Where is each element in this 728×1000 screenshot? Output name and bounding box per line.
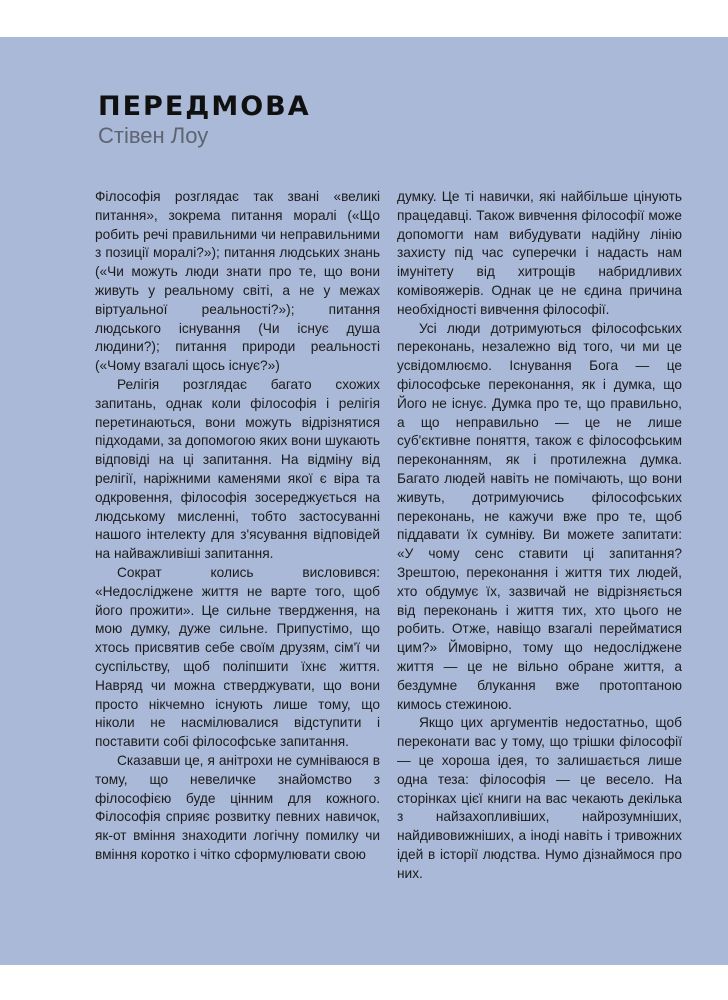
text-column-left: [95, 188, 380, 865]
paragraph: Сократ колись висловився: «Недосліджене життя не варте того, щоб його прожити». Це сильне твердження, на мою думку, дуже сильне. Припустімо, що хтось присвятив себе своїм друзям, сім'ї чи суспільству, щоб поліпшити їхнє життя. Навряд чи можна стверджувати, що вони просто нікчемно існують лише тому, що ніколи не насмілювалися відступити і поставити собі філософське запитання.: [95, 564, 380, 750]
paragraph: думку. Це ті навички, які найбільше цінують працедавці. Також вивчення філософії може допомогти нам вибудувати надійну лінію захисту під час суперечки і надасть нам імунітету від хитрощів набридливих комівояжерів. Однак це не єдина причина необхідності вивчення філософії.: [397, 189, 682, 317]
paragraph: Якщо цих аргументів недостатньо, щоб переконати вас у тому, що трішки філософії — це хороша ідея, то залишається лише одна теза: філософія — це весело. На сторінках цієї книги на вас чекають декілька з найзахопливіших, найрозумніших, найдивовижніших, а іноді навіть і тривожних ідей в історії людства. Нумо дізнаймося про них.: [397, 715, 682, 881]
paragraph: Сказавши це, я анітрохи не сумніваюся в тому, що невеличке знайомство з філософією буде цінним для кожного. Філософія сприяє розвитку певних навичок, як-от вміння знаходити логічну помилку чи вміння коротко і чітко сформулювати свою: [95, 752, 380, 862]
paragraph: Філософія розглядає так звані «великі питання», зокрема питання моралі («Що робить речі правильними чи неправильними з позиції моралі?»); питання людських знань («Чи можуть люди знати про те, що вони живуть у реальному світі, а не у межах віртуальної реальності?»); питання людського існування (Чи існує душа людини?); питання природи реальності («Чому взагалі щось існує?»): [95, 189, 380, 374]
paragraph: Релігія розглядає багато схожих запитань, однак коли філософія і релігія перетинаються, вони можуть відрізнятися підходами, за допомогою яких вони шукають відповіді на ці запитання. На відміну від релігії, наріжними каменями якої є віра та одкровення, філософія зосереджується на людському мисленні, тобто застосуванні нашого інтелекту для з'ясування відповідей на найважливіші запитання.: [95, 376, 380, 562]
page-title: ПЕРЕДМОВА: [98, 91, 311, 122]
text-column-right: [397, 188, 682, 883]
book-page: [0, 37, 728, 965]
paragraph: Усі люди дотримуються філософських переконань, незалежно від того, чи ми це усвідомлюємо. Існування Бога — це філософське переконання, як і думка, що Його не існує. Думка про те, що правильно, а що неправильно — це не лише суб'єктивне поняття, також є філософським переконанням, як і протилежна думка. Багато людей навіть не помічають, що вони живуть, дотримуючись філософських переконань, не кажучи вже про те, щоб піддавати їх сумніву. Ви можете запитати: «У чому сенс ставити ці запитання? Зрештою, переконання і життя тих людей, хто обдумує їх, зазвичай не відрізняється від переконань і життя тих, хто цього не робить. Отже, навіщо взагалі перейматися цим?» Ймовірно, тому що недосліджене життя — це не вільно обране життя, а бездумне блукання вже протоптаною кимось стежиною.: [397, 320, 682, 712]
author-name: Стівен Лоу: [98, 123, 209, 148]
